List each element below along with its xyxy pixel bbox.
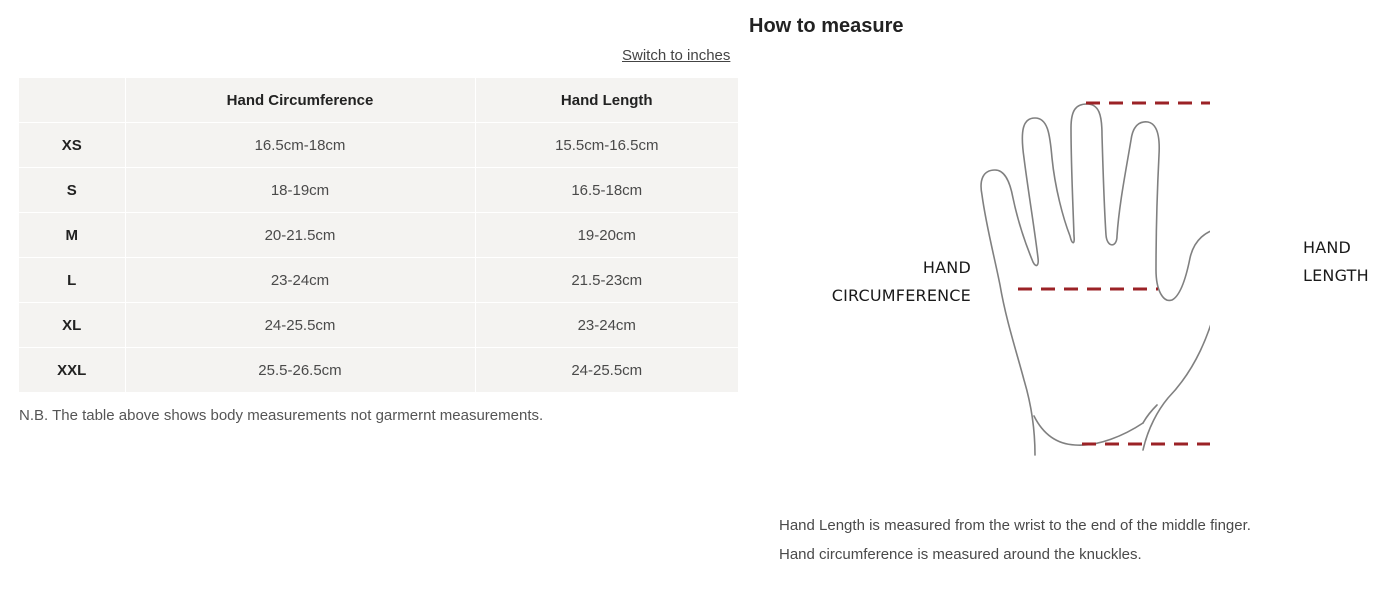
circumference-value: 25.5-26.5cm <box>125 348 475 393</box>
hand-outline-icon <box>830 90 1210 465</box>
length-value: 24-25.5cm <box>571 361 643 379</box>
column-header-circumference: Hand Circumference <box>125 78 475 123</box>
hand-circumference-instruction: Hand circumference is measured around the knuckles. <box>779 546 1142 563</box>
length-value: 23-24cm <box>475 303 738 348</box>
circumference-value: 24-25.5cm <box>125 303 475 348</box>
table-row <box>19 123 738 168</box>
circumference-value: 16.5cm-18cm <box>125 123 475 168</box>
table-header-row <box>19 78 738 123</box>
length-value: 15.5cm-16.5cm <box>475 123 738 168</box>
table-row <box>19 168 738 213</box>
column-header-length: Hand Length <box>475 78 738 123</box>
circumference-label-line1: HAND <box>922 258 971 277</box>
length-value: 16.5-18cm <box>475 168 738 213</box>
hand-length-instruction: Hand Length is measured from the wrist to the end of the middle finger. <box>779 517 1251 534</box>
circumference-label-line2: CIRCUMFERENCE <box>831 286 971 305</box>
length-label-line1: HAND <box>1303 238 1352 257</box>
length-value: 21.5-23cm <box>475 258 738 303</box>
size-label: L <box>19 258 125 303</box>
size-label: XS <box>19 123 125 168</box>
column-header-size <box>19 78 125 123</box>
switch-to-inches-link[interactable]: Switch to inches <box>622 47 731 64</box>
table-row <box>19 348 738 393</box>
circumference-value: 20-21.5cm <box>125 213 475 258</box>
table-row <box>19 303 738 348</box>
length-value: 19-20cm <box>475 213 738 258</box>
size-label: XL <box>19 303 125 348</box>
length-label-line2: LENGTH <box>1303 266 1369 285</box>
size-label: M <box>19 213 125 258</box>
size-chart-table <box>19 78 738 392</box>
circumference-value: 18-19cm <box>125 168 475 213</box>
table-row <box>19 213 738 258</box>
size-label: XXL <box>19 348 125 393</box>
circumference-value: 23-24cm <box>125 258 475 303</box>
measurement-note: N.B. The table above shows body measurements not garmernt measurements. <box>19 407 544 424</box>
page-title: How to measure <box>749 15 904 37</box>
size-label: S <box>19 168 125 213</box>
table-row <box>19 258 738 303</box>
